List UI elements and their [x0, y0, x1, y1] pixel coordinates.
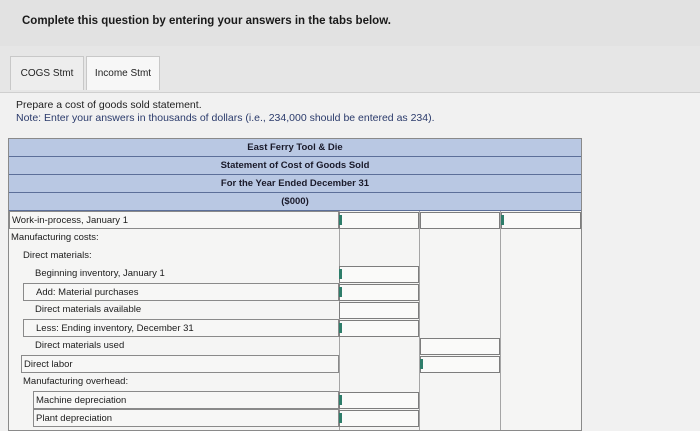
tab-bar — [0, 46, 700, 93]
table-row — [9, 301, 581, 319]
amount-input[interactable] — [339, 266, 419, 283]
row-label: Add: Material purchases — [23, 283, 339, 301]
row-label: Beginning inventory, January 1 — [35, 268, 165, 279]
instructions-banner — [0, 0, 700, 46]
note-text: Note: Enter your answers in thousands of dollars (i.e., 234,000 should be entered as 234). — [16, 112, 435, 124]
table-row — [9, 229, 581, 247]
table-row — [9, 337, 581, 355]
amount-input[interactable] — [339, 320, 419, 337]
amount-input[interactable] — [339, 392, 419, 409]
row-label: Work-in-process, January 1 — [9, 211, 339, 229]
amount-input[interactable] — [501, 212, 581, 229]
table-row — [9, 373, 581, 391]
amount-input[interactable] — [420, 338, 500, 355]
row-label: Less: Ending inventory, December 31 — [23, 319, 339, 337]
statement-period: For the Year Ended December 31 — [9, 175, 581, 193]
row-label: Machine depreciation — [33, 391, 339, 409]
amount-input[interactable] — [420, 356, 500, 373]
row-label: Direct labor — [21, 355, 339, 373]
table-row — [9, 319, 581, 337]
statement-title: Statement of Cost of Goods Sold — [9, 157, 581, 175]
table-row — [9, 247, 581, 265]
table-row — [9, 355, 581, 373]
table-row — [9, 391, 581, 409]
cogs-statement-table — [8, 138, 582, 431]
table-row — [9, 283, 581, 301]
row-label: Direct materials used — [35, 340, 125, 351]
row-label: Direct materials available — [35, 304, 142, 315]
statement-units: ($000) — [9, 193, 581, 211]
row-label: Plant depreciation — [33, 409, 339, 427]
row-label: Direct materials: — [23, 250, 92, 261]
amount-input[interactable] — [339, 302, 419, 319]
table-row — [9, 265, 581, 283]
amount-input[interactable] — [420, 212, 500, 229]
tab-income-stmt[interactable]: Income Stmt — [86, 56, 160, 90]
table-row — [9, 211, 581, 229]
row-label: Manufacturing overhead: — [23, 376, 129, 387]
statement-company-name: East Ferry Tool & Die — [9, 139, 581, 157]
table-row — [9, 409, 581, 427]
banner-text: Complete this question by entering your answers in the tabs below. — [22, 15, 391, 27]
instruction-text: Prepare a cost of goods sold statement. — [16, 99, 202, 111]
tab-cogs-stmt[interactable]: COGS Stmt — [10, 56, 84, 90]
amount-input[interactable] — [339, 212, 419, 229]
amount-input[interactable] — [339, 410, 419, 427]
row-label: Manufacturing costs: — [11, 232, 99, 243]
amount-input[interactable] — [339, 284, 419, 301]
